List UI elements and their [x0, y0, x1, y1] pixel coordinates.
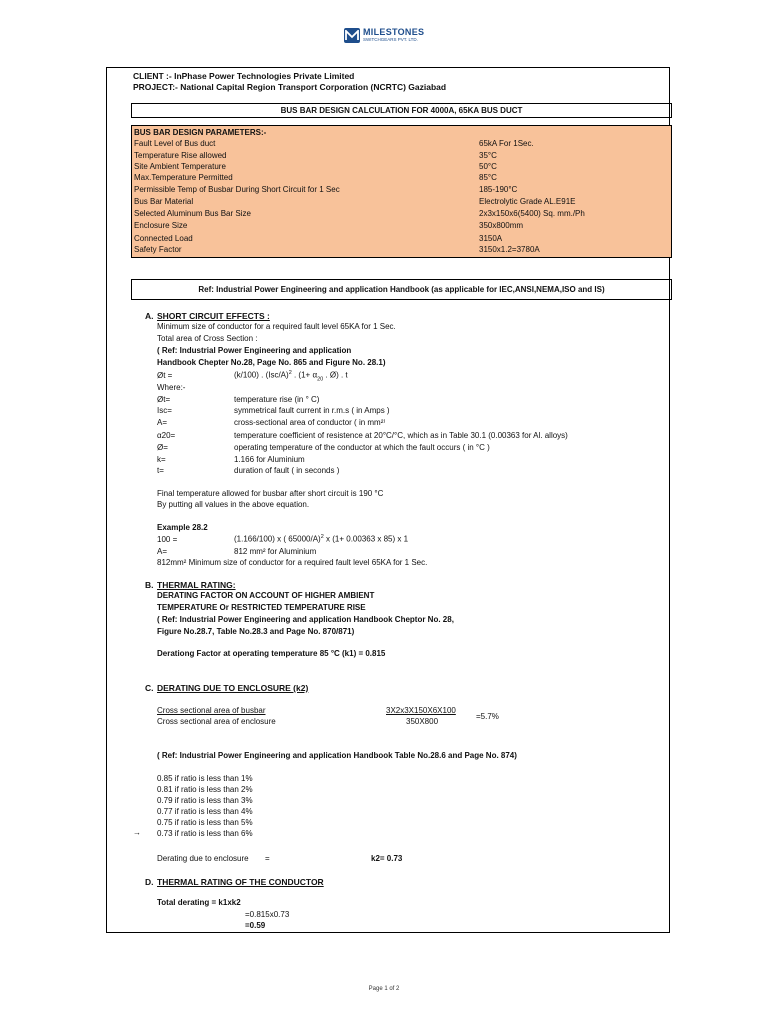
def-description: operating temperature of the conductor at which the fault occurs ( in °C ) [234, 443, 490, 452]
section-d-letter: D. [145, 877, 154, 887]
param-row [132, 220, 671, 231]
reference-line: Figure No.28.7, Table No.28.3 and Page No. 870/871) [157, 627, 355, 636]
text-line: TEMPERATURE Or RESTRICTED TEMPERATURE RISE [157, 603, 366, 612]
ratio-rule: 0.75 if ratio is less than 5% [157, 818, 253, 827]
param-value: 350x800mm [479, 221, 524, 230]
derating-value: k2= 0.73 [371, 854, 403, 863]
def-description: cross-sectional area of conductor ( in mm²⁾ [234, 418, 386, 427]
text-line: =0.815x0.73 [245, 910, 290, 919]
def-symbol: Ø= [157, 443, 168, 452]
text-line: =0.59 [245, 921, 266, 930]
reference-line: ( Ref: Industrial Power Engineering and application Handbook Cheptor No. 28, [157, 615, 454, 624]
def-symbol: Isc= [157, 406, 172, 415]
param-value: 2x3x150x6(5400) Sq. mm./Ph [479, 209, 585, 218]
ratio-rule: 0.85 if ratio is less than 1% [157, 774, 253, 783]
def-description: duration of fault ( in seconds ) [234, 466, 340, 475]
logo-mark-icon [344, 28, 360, 43]
design-parameters-table [131, 125, 672, 258]
param-value: 50°C [479, 162, 497, 171]
param-row [132, 208, 671, 219]
reference-box: Ref: Industrial Power Engineering and application Handbook (as applicable for IEC,ANSI,NEMA,ISO and IS) [131, 279, 672, 300]
page-footer: Page 1 of 2 [368, 986, 400, 992]
def-description: temperature rise (in ° C) [234, 395, 320, 404]
param-label: Permissible Temp of Busbar During Short Circuit for 1 Sec [134, 185, 340, 194]
param-label: Fault Level of Bus duct [134, 139, 216, 148]
param-label: Max.Temperature Permitted [134, 173, 233, 182]
section-a-letter: A. [145, 311, 154, 321]
section-c-letter: C. [145, 683, 154, 693]
text-line: Total derating = k1xk2 [157, 898, 241, 907]
numerator-label: Cross sectional area of busbar [157, 706, 266, 715]
text-line: By putting all values in the above equation. [157, 500, 310, 509]
param-label: Selected Aluminum Bus Bar Size [134, 209, 251, 218]
text-line: Derationg Factor at operating temperature 85 °C (k1) = 0.815 [157, 649, 386, 658]
where-label: Where:- [157, 383, 186, 392]
section-a-title: SHORT CIRCUIT EFFECTS : [157, 311, 270, 321]
example-label: Example 28.2 [157, 523, 208, 532]
def-symbol: Øt= [157, 395, 171, 404]
section-b-title: THERMAL RATING: [157, 580, 236, 590]
param-row [132, 233, 671, 244]
def-symbol: k= [157, 455, 166, 464]
def-description: temperature coefficient of resistence at 20°C/°C, which as in Table 30.1 (0.00363 for Al. alloys) [234, 431, 568, 440]
example-rhs: 812 mm² for Aluminium [234, 547, 317, 556]
param-label: Connected Load [134, 234, 193, 243]
param-value: 35°C [479, 151, 497, 160]
param-value: 185-190°C [479, 185, 518, 194]
param-label: Bus Bar Material [134, 197, 194, 206]
param-label: Enclosure Size [134, 221, 188, 230]
param-value: 65kA For 1Sec. [479, 139, 534, 148]
client-line: CLIENT :- InPhase Power Technologies Private Limited [133, 71, 355, 81]
formula-lhs: Øt = [157, 371, 173, 380]
ratio-rule: 0.77 if ratio is less than 4% [157, 807, 253, 816]
denominator-value: 350X800 [406, 717, 439, 726]
def-symbol: t= [157, 466, 164, 475]
reference-line: Handbook Chepter No.28, Page No. 865 and Figure No. 28.1) [157, 358, 386, 367]
param-row [132, 184, 671, 195]
logo-subtitle: SWITCHGEARS PVT. LTD. [363, 37, 418, 42]
ratio-rule: 0.73 if ratio is less than 6% [157, 829, 253, 838]
param-value: 3150A [479, 234, 503, 243]
param-row [132, 196, 671, 207]
param-label: Temperature Rise allowed [134, 151, 227, 160]
text-line: Minimum size of conductor for a required fault level 65KA for 1 Sec. [157, 322, 396, 331]
derating-equals: = [265, 854, 270, 863]
reference-line: ( Ref: Industrial Power Engineering and application [157, 346, 352, 355]
param-row [132, 138, 671, 149]
text-line: 812mm² Minimum size of conductor for a required fault level 65KA for 1 Sec. [157, 558, 428, 567]
derating-label: Derating due to enclosure [157, 854, 249, 863]
param-label: Site Ambient Temperature [134, 162, 226, 171]
text-line: Final temperature allowed for busbar after short circuit is 190 °C [157, 489, 384, 498]
parameters-header: BUS BAR DESIGN PARAMETERS:- [134, 128, 267, 137]
reference-line: ( Ref: Industrial Power Engineering and application Handbook Table No.28.6 and Page No. 874) [157, 751, 517, 760]
text-line: Total area of Cross Section : [157, 334, 258, 343]
document-title: BUS BAR DESIGN CALCULATION FOR 4000A, 65KA BUS DUCT [131, 103, 672, 118]
param-row [132, 161, 671, 172]
param-value: 3150x1.2=3780A [479, 245, 540, 254]
numerator-value: 3X2x3X150X6X100 [386, 706, 456, 715]
logo-name: MILESTONES [363, 27, 425, 37]
section-d-title: THERMAL RATING OF THE CONDUCTOR [157, 877, 324, 887]
formula-rhs: (k/100) . $(Isc/A)^2$ . ($1+ \alpha_{20}$ . Ø) . t [234, 370, 348, 383]
section-c-title: DERATING DUE TO ENCLOSURE (k2) [157, 683, 309, 693]
def-symbol: A= [157, 418, 168, 427]
ratio-rule: 0.81 if ratio is less than 2% [157, 785, 253, 794]
text-line: DERATING FACTOR ON ACCOUNT OF HIGHER AMBIENT [157, 591, 375, 600]
param-row [132, 172, 671, 183]
param-value: 85°C [479, 173, 497, 182]
def-symbol: α20= [157, 431, 176, 440]
client-block [133, 71, 446, 93]
example-rhs: (1.166/100) x ( 65000/A)$^2$ x (1+ 0.00363 x 85) x 1 [234, 534, 409, 544]
param-label: Safety Factor [134, 245, 182, 254]
param-row [132, 150, 671, 161]
def-description: 1.166 for Aluminium [234, 455, 305, 464]
def-description: symmetrical fault current in r.m.s ( in Amps ) [234, 406, 390, 415]
example-lhs: A= [157, 547, 168, 556]
example-lhs: 100 = [157, 535, 178, 544]
param-row [132, 244, 671, 255]
section-b-letter: B. [145, 580, 154, 590]
arrow-indicator-icon: → [133, 828, 141, 837]
project-line: PROJECT:- National Capital Region Transport Corporation (NCRTC) Gaziabad [133, 82, 447, 92]
ratio-rule: 0.79 if ratio is less than 3% [157, 796, 253, 805]
company-logo [344, 26, 434, 46]
ratio-result: =5.7% [476, 712, 499, 721]
param-value: Electrolytic Grade AL.E91E [479, 197, 576, 206]
denominator-label: Cross sectional area of enclosure [157, 717, 276, 726]
